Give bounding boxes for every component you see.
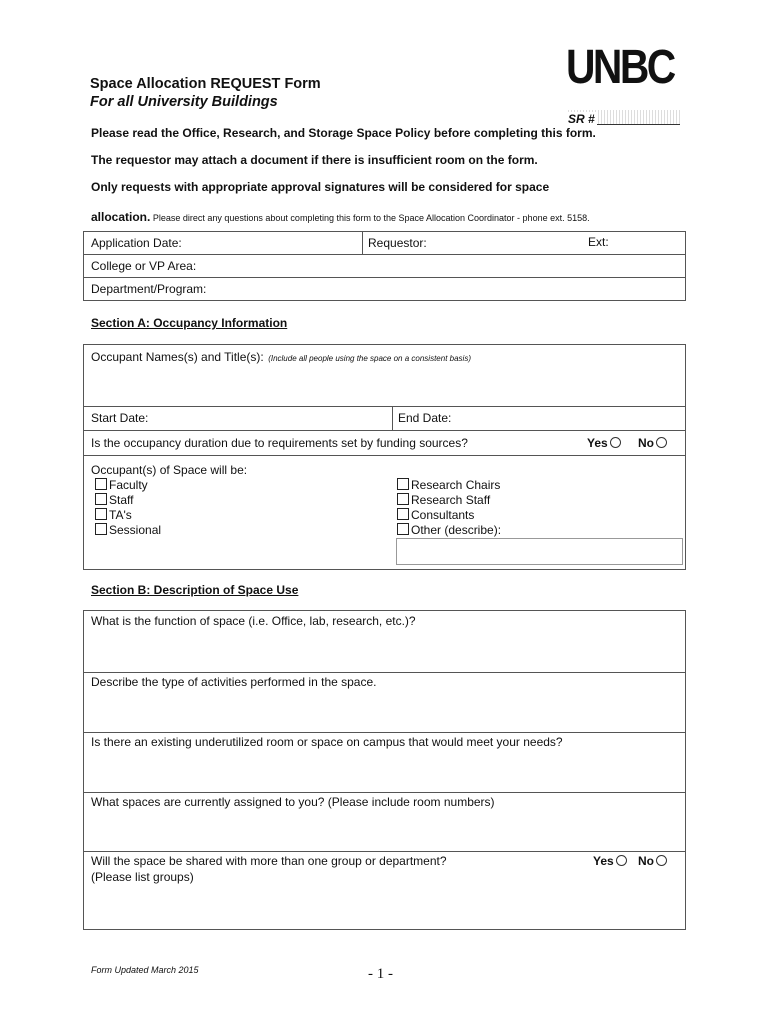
funding-question: Is the occupancy duration due to requirements set by funding sources? xyxy=(91,436,468,450)
occupant-names-note: (Include all people using the space on a consistent basis) xyxy=(268,354,471,363)
department-field[interactable] xyxy=(214,279,682,298)
section-b-title: Section B: Description of Space Use xyxy=(91,583,299,597)
option-research-staff[interactable] xyxy=(397,493,501,508)
shared-yes-radio[interactable] xyxy=(616,855,627,866)
function-question: What is the function of space (i.e. Office, lab, research, etc.)? xyxy=(91,614,416,628)
unbc-logo: UNBC xyxy=(566,41,674,94)
option-tas[interactable] xyxy=(95,508,161,523)
shared-yes-option[interactable] xyxy=(593,854,627,868)
application-date-field[interactable] xyxy=(184,233,359,252)
funding-yes-radio[interactable] xyxy=(610,437,621,448)
assigned-spaces-answer-field[interactable] xyxy=(88,812,680,847)
function-answer-field[interactable] xyxy=(88,631,680,668)
intro-line-3: Only requests with appropriate approval signatures will be considered for space xyxy=(91,180,550,194)
section-a-title: Section A: Occupancy Information xyxy=(91,316,288,330)
occupant-left-options xyxy=(95,478,161,538)
intro-line-2: The requestor may attach a document if there is insufficient room on the form. xyxy=(91,153,538,167)
occupant-right-options xyxy=(397,478,501,538)
application-date-label: Application Date: xyxy=(91,236,182,250)
occupant-names-label: Occupant Names(s) and Title(s): xyxy=(91,350,264,364)
underutilized-question: Is there an existing underutilized room or space on campus that would meet your needs? xyxy=(91,735,563,749)
consultants-label: Consultants xyxy=(411,508,475,522)
page-title: Space Allocation REQUEST Form xyxy=(90,76,321,92)
research-staff-label: Research Staff xyxy=(411,493,491,507)
shared-groups-field[interactable] xyxy=(88,887,680,926)
shared-yes-label: Yes xyxy=(593,854,614,868)
intro-allocation-word: allocation. xyxy=(91,210,151,224)
shared-no-option[interactable] xyxy=(638,854,667,868)
underutilized-answer-field[interactable] xyxy=(88,752,680,788)
research-chairs-label: Research Chairs xyxy=(411,478,501,492)
funding-no-option[interactable] xyxy=(638,436,667,450)
intro-line-1: Please read the Office, Research, and Storage Space Policy before completing this form. xyxy=(91,126,596,140)
shared-question-note: (Please list groups) xyxy=(91,870,194,884)
option-faculty[interactable] xyxy=(95,478,161,493)
option-staff[interactable] xyxy=(95,493,161,508)
shared-no-label: No xyxy=(638,854,654,868)
sessional-label: Sessional xyxy=(109,523,162,537)
faculty-checkbox[interactable] xyxy=(95,478,107,490)
ext-label: Ext: xyxy=(588,235,609,249)
funding-no-label: No xyxy=(638,436,654,450)
page-number: - 1 - xyxy=(368,966,393,982)
research-staff-checkbox[interactable] xyxy=(397,493,409,505)
college-field[interactable] xyxy=(206,256,682,275)
tas-label: TA's xyxy=(109,508,132,522)
funding-no-radio[interactable] xyxy=(656,437,667,448)
page-subtitle: For all University Buildings xyxy=(90,94,278,110)
consultants-checkbox[interactable] xyxy=(397,508,409,520)
other-checkbox[interactable] xyxy=(397,523,409,535)
occupants-label: Occupant(s) of Space will be: xyxy=(91,463,248,477)
other-describe-field[interactable] xyxy=(396,538,683,565)
option-consultants[interactable] xyxy=(397,508,501,523)
department-label: Department/Program: xyxy=(91,282,207,296)
research-chairs-checkbox[interactable] xyxy=(397,478,409,490)
occupant-names-label-row xyxy=(91,348,471,366)
ext-field[interactable] xyxy=(612,233,682,252)
end-date-label: End Date: xyxy=(398,411,452,425)
other-label: Other (describe): xyxy=(411,523,502,537)
option-sessional[interactable] xyxy=(95,523,161,538)
intro-line-4 xyxy=(91,208,590,226)
option-research-chairs[interactable] xyxy=(397,478,501,493)
occupant-names-field[interactable] xyxy=(88,366,680,402)
requestor-label: Requestor: xyxy=(368,236,427,250)
activities-question: Describe the type of activities performed in the space. xyxy=(91,675,377,689)
shared-question: Will the space be shared with more than one group or department? xyxy=(91,854,447,868)
start-date-label: Start Date: xyxy=(91,411,149,425)
requestor-field[interactable] xyxy=(430,233,580,252)
staff-checkbox[interactable] xyxy=(95,493,107,505)
sr-label: SR # xyxy=(568,112,595,126)
assigned-spaces-question: What spaces are currently assigned to you? (Please include room numbers) xyxy=(91,795,495,809)
end-date-field[interactable] xyxy=(456,408,682,428)
shared-no-radio[interactable] xyxy=(656,855,667,866)
sessional-checkbox[interactable] xyxy=(95,523,107,535)
activities-answer-field[interactable] xyxy=(88,692,680,728)
tas-checkbox[interactable] xyxy=(95,508,107,520)
option-other[interactable] xyxy=(397,523,501,538)
college-label: College or VP Area: xyxy=(91,259,197,273)
staff-label: Staff xyxy=(109,493,134,507)
form-updated-note: Form Updated March 2015 xyxy=(91,965,199,975)
start-date-field[interactable] xyxy=(155,408,387,428)
intro-contact-note: Please direct any questions about completing this form to the Space Allocation Coordinator - phone ext. 5158. xyxy=(150,213,590,223)
faculty-label: Faculty xyxy=(109,478,148,492)
sr-number-field[interactable] xyxy=(568,110,680,125)
funding-yes-option[interactable] xyxy=(587,436,621,450)
funding-yes-label: Yes xyxy=(587,436,608,450)
